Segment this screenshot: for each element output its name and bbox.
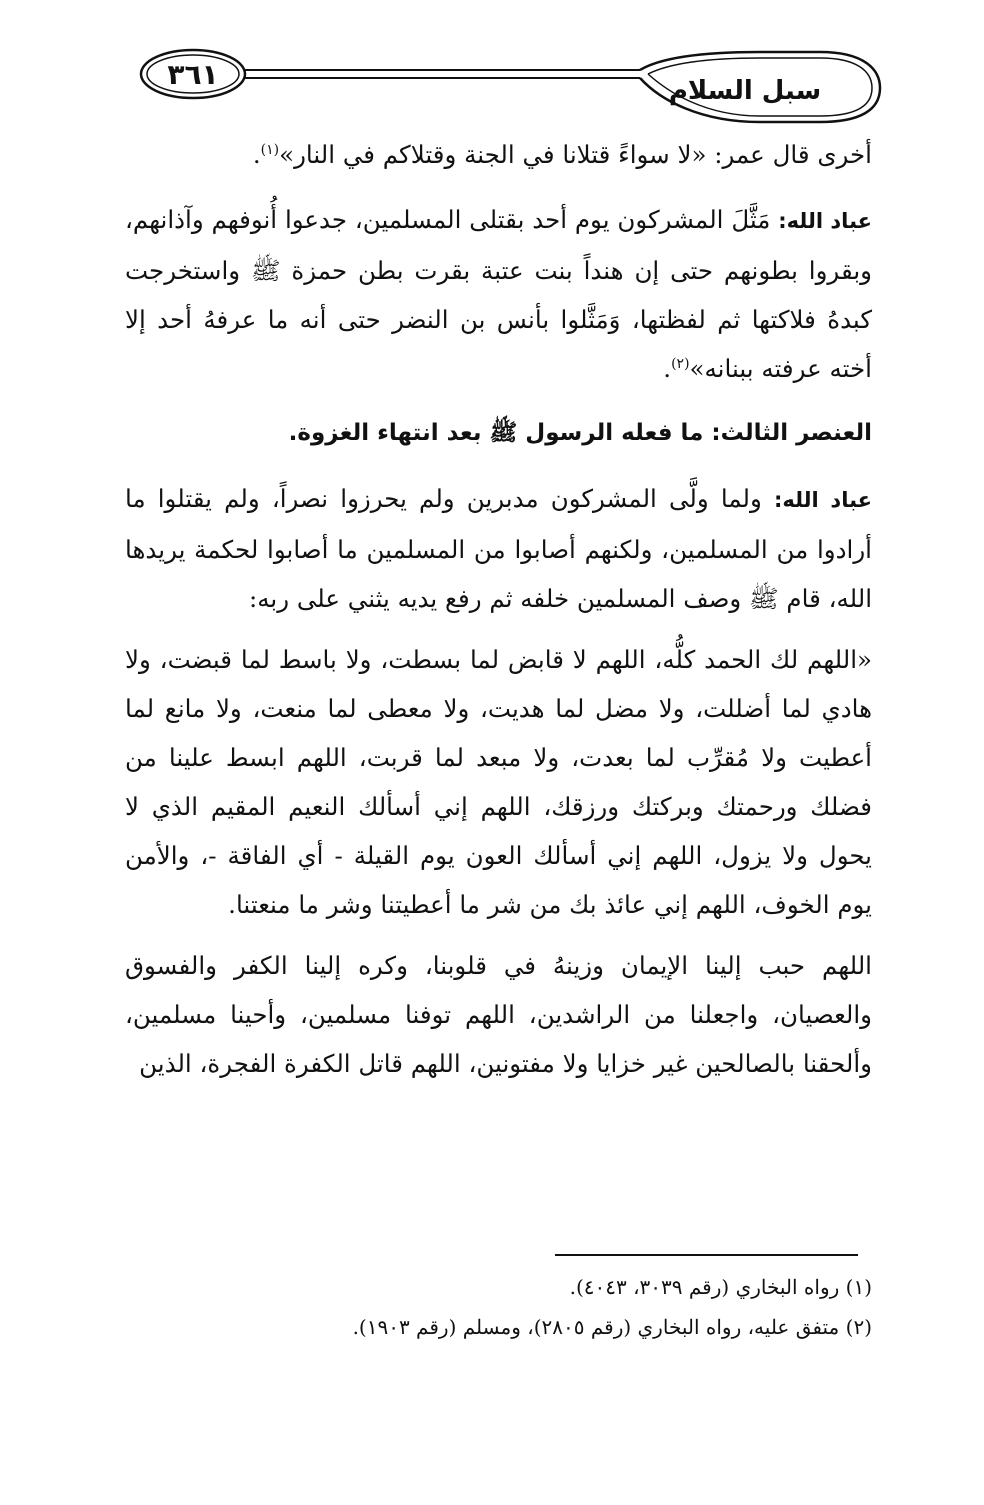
paragraph-1 [125, 130, 872, 179]
footnote-ref-1: (١) [260, 141, 280, 158]
footnote-ref-2: (٢) [671, 355, 690, 372]
paragraph-4-supplication: «اللهم لك الحمد كلُّه، اللهم لا قابض لما بسطت، ولا باسط لما قبضت، ولا هادي لما أضللت، ولا مضل لما هديت، ولا معطى لما منعت، ولا مانع لما أعطيت ولا مُقرِّب لما بعدت، ولا مبعد لما قربت، اللهم ابسط علينا من فضلك ورحمتك وبركتك ورزقك، اللهم إني أسألك النعيم المقيم الذي لا يحول ولا يزول، اللهم إني أسألك العون يوم القيلة - أي الفاقة -، والأمن يوم الخوف، اللهم إني عائذ بك من شر ما أعطيتنا وشر ما منعتنا. [125, 645, 872, 919]
paragraph-2-text: مَثَّلَ المشركون يوم أحد بقتلى المسلمين، جدعوا أُنوفهم وآذانهم، وبقروا بطونهم حتى إن هنداً بنت عتبة بقرت بطن حمزة ﷺ واستخرجت كبدهُ فلاكتها ثم لفظتها، وَمَثَّلوا بأنس بن النضر حتى أنه ما عرفهُ أحد إلا أخته عرفته ببنانه» [125, 205, 872, 383]
paragraph-2-end: . [663, 354, 672, 383]
paragraph-1-text: أخرى قال عمر: «لا سواءً قتلانا في الجنة وقتلاكم في النار» [279, 140, 872, 169]
footnote-2: (٢) متفق عليه، رواه البخاري (رقم ٢٨٠٥)، ومسلم (رقم ١٩٠٣). [352, 1315, 872, 1339]
paragraph-3-text: ولما ولَّى المشركون مدبرين ولم يحرزوا نصراً، ولم يقتلوا ما أرادوا من المسلمين، ولكنهم أصابوا من المسلمين ما أصابوا لحكمة يريدها الله، قام ﷺ وصف المسلمين خلفه ثم رفع يديه يثني على ربه: [125, 484, 872, 613]
footnotes [200, 1267, 872, 1347]
paragraph-1-end: . [252, 140, 261, 169]
section-heading: العنصر الثالث: ما فعله الرسول ﷺ بعد انتهاء الغزوة. [288, 420, 872, 446]
page-number: ٣٦١ [167, 57, 219, 91]
paragraph-3-lead: عباد الله: [773, 488, 872, 512]
paragraph-2-lead: عباد الله: [778, 209, 872, 233]
footnote-1: (١) رواه البخاري (رقم ٣٠٣٩، ٤٠٤٣). [569, 1275, 872, 1299]
main-text [125, 130, 872, 1088]
paragraph-2 [125, 195, 872, 393]
footnote-separator [555, 1254, 858, 1256]
paragraph-3 [125, 474, 872, 623]
book-title: سبل السلام [668, 76, 822, 106]
paragraph-5-supplication: اللهم حبب إلينا الإيمان وزينهُ في قلوبنا، وكره إلينا الكفر والفسوق والعصيان، واجعلنا من الراشدين، اللهم توفنا مسلمين، وأحينا مسلمين، وألحقنا بالصالحين غير خزايا ولا مفتونين، اللهم قاتل الكفرة الفجرة، الذين [125, 951, 872, 1078]
